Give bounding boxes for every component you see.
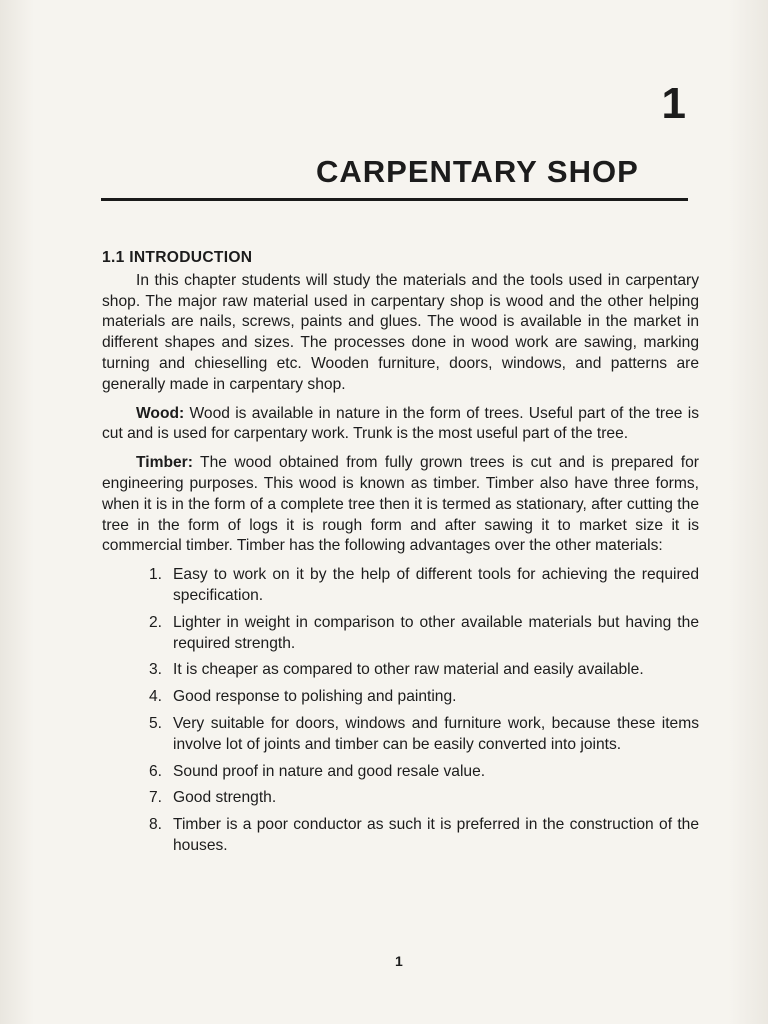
wood-text: Wood is available in nature in the form of trees. Useful part of the tree is cut and is used for carpentary work. Trunk is the most useful part of the tree. [102,404,700,443]
list-item-text: Timber is a poor conductor as such it is preferred in the construction of the houses. [173,816,699,854]
list-item-text: It is cheaper as compared to other raw material and easily available. [173,661,644,679]
list-item [102,788,699,809]
list-item [102,687,699,708]
advantages-list [102,565,699,857]
list-item [102,714,699,756]
list-item-number: 6. [148,762,162,780]
list-item [102,565,699,607]
list-item [102,762,699,783]
wood-paragraph [102,404,699,446]
list-item-text: Good strength. [173,789,277,807]
page-edge-shadow-right [728,0,768,1024]
list-item-number: 3. [148,661,162,679]
list-item [102,613,699,655]
timber-paragraph [102,453,699,557]
wood-term: Wood: [136,404,185,422]
page-edge-shadow-left [0,0,34,1024]
chapter-content [102,248,699,863]
list-item-text: Good response to polishing and painting. [173,688,457,706]
list-item-text: Very suitable for doors, windows and furniture work, because these items involve lot of joints and timber can be easily converted into joints. [173,714,699,753]
list-item-text: Easy to work on it by the help of different tools for achieving the required specification. [173,566,699,604]
list-item-number: 8. [148,816,162,834]
list-item-number: 5. [148,714,162,732]
list-item-text: Sound proof in nature and good resale value. [173,762,486,780]
intro-paragraph: In this chapter students will study the materials and the tools used in carpentary shop. The major raw material used in carpentary shop is wood and the other helping materials are nails, screws, paints and glues. The wood is available in the market in different shapes and sizes. The processes done in wood work are sawing, marking turning and chieselling etc. Wooden furniture, doors, windows, and patterns are generally made in carpentary shop. [102,271,699,393]
section-heading: 1.1 INTRODUCTION [102,249,253,266]
chapter-number: 1 [661,79,686,128]
list-item-text: Lighter in weight in comparison to other available materials but having the required strength. [173,613,699,652]
page-number: 1 [395,953,403,969]
list-item [102,660,699,681]
timber-term: Timber: [136,454,193,472]
timber-text: The wood obtained from fully grown trees is cut and is prepared for engineering purposes. This wood is known as timber. Timber also have three forms, when it is in the form of a complete tree then it is termed as stationary, after cutting the tree in the form of logs it is rough form and after sawing it to market size it is commercial timber. Timber has the following advantages over the other materials: [102,454,699,555]
title-divider [101,198,688,201]
list-item-number: 7. [148,789,162,807]
list-item-number: 1. [148,566,162,584]
list-item-number: 4. [148,688,162,706]
list-item-number: 2. [148,613,162,631]
chapter-title: CARPENTARY SHOP [316,154,639,189]
list-item [102,815,699,857]
